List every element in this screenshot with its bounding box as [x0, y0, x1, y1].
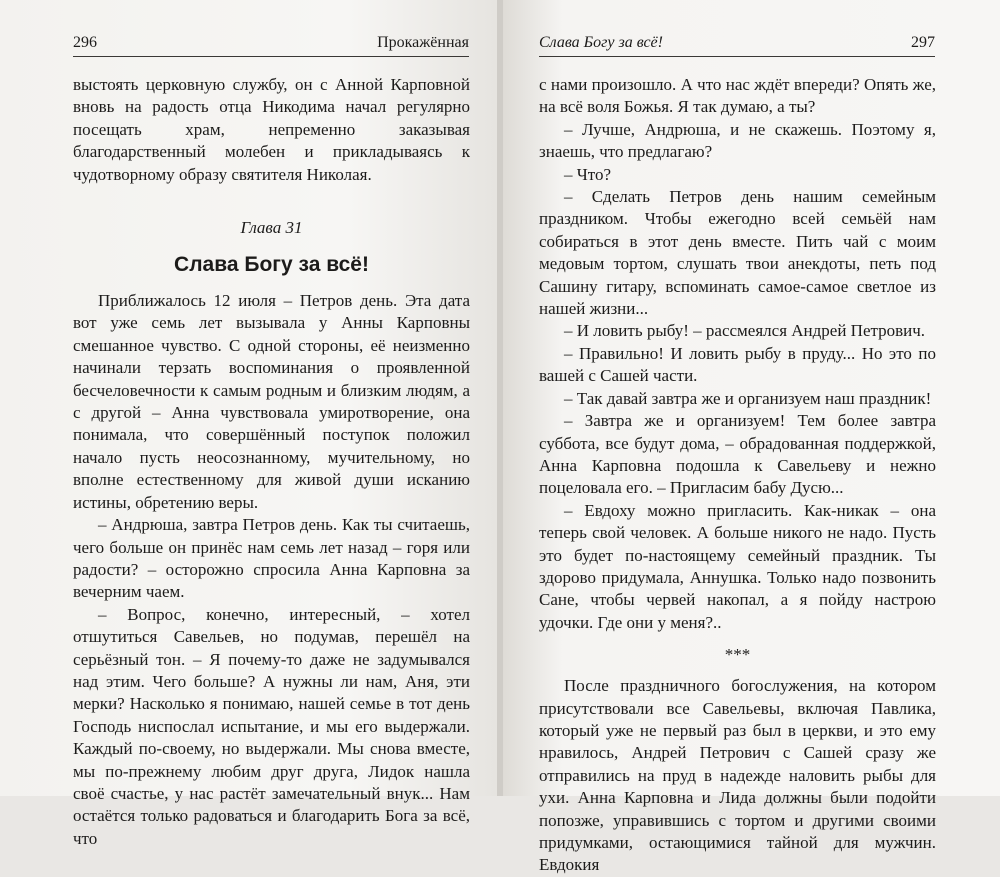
paragraph: выстоять церковную службу, он с Анной Карповной вновь на радость отца Никодима начал регулярно посещать храм, непременно заказывая благодарственный молебен и прикладываясь к чудотворному образу святителя Николая. [73, 75, 470, 184]
right-page-body [539, 74, 936, 877]
paragraph: – Так давай завтра же и организуем наш праздник! [564, 388, 932, 408]
left-page-header [73, 34, 469, 57]
page-number: 296 [73, 34, 97, 51]
section-separator: *** [724, 645, 751, 665]
paragraph: После праздничного богослужения, на котором присутствовали все Савельевы, включая Павлика, который уже не первый раз был в церкви, и это ему нравилось, Андрей Петрович с Сашей сразу же отправились на пруд в надежде наловить рыбы для ухи. Анна Карповна и Лида должны были подойти попозже, управившись с тортом и другими своими придумками, остающимися тайной для мужчин. Евдокия [539, 676, 936, 875]
right-page-header [539, 34, 935, 57]
chapter-label: Глава 31 [240, 218, 303, 238]
paragraph: – Правильно! И ловить рыбу в пруду... Но это по вашей с Сашей части. [539, 343, 936, 386]
paragraph: – Евдоху можно пригласить. Как-никак – она теперь свой человек. А больше никого не надо. Пусть это будет по-настоящему семейный праздник. Ты здорово придумала, Аннушка. Только надо позвонить Сане, чтобы червей накопал, а я пойду настрою удочки. Где они у меня?.. [539, 500, 936, 632]
running-title: Слава Богу за всё! [539, 34, 663, 51]
paragraph: – Андрюша, завтра Петров день. Как ты считаешь, чего больше он принёс нам семь лет назад – горя или радости? – осторожно спросила Анна Карповна за вечерним чаем. [73, 515, 470, 602]
left-page [0, 0, 497, 848]
paragraph: – Сделать Петров день нашим семейным праздником. Чтобы ежегодно всей семьёй нам собираться в этот день вместе. Пить чай с моим медовым тортом, слушать твои анекдоты, петь под Сашину гитару, вспоминать самое-самое светлое из нашей жизни... [539, 187, 936, 319]
paragraph: – Завтра же и организуем! Тем более завтра суббота, все будут дома, – обрадованная поддержкой, Анна Карповна подошла к Савельеву и нежно поцеловала его. – Пригласим бабу Дусю... [539, 411, 936, 498]
right-page [503, 0, 1000, 875]
chapter-title: Слава Богу за всё! [174, 253, 369, 277]
paragraph: Приближалось 12 июля – Петров день. Эта дата вот уже семь лет вызывала у Анны Карповны смешанное чувство. С одной стороны, её неизменно начинали терзать воспоминания о проявленной бесчеловечности к самым родным и близким людям, а с другой – Анна чувствовала умиротворение, она понимала, что совершённый поступок положил начало пусть неосознанному, мучительному, но вполне естественному для живой души исканию истины, обретению веры. [73, 291, 470, 512]
left-page-body [73, 74, 470, 850]
paragraph: – Вопрос, конечно, интересный, – хотел отшутиться Савельев, но подумав, перешёл на серьёзный тон. – Я почему-то даже не задумывался над этим. Чего больше? А нужны ли нам, Аня, эти мерки? Насколько я понимаю, нашей семье в тот день Господь ниспослал испытание, и мы его выдержали. Каждый по-своему, но выдержали. Мы снова вместе, мы по-прежнему любим друг друга, Лидок нашла своё счастье, у нас растёт замечательный внук... Нам остаётся только радоваться и благодарить Бога за всё, что [73, 604, 470, 848]
paragraph: – Что? [564, 164, 612, 184]
page-number: 297 [911, 34, 935, 51]
paragraph: – И ловить рыбу! – рассмеялся Андрей Петрович. [564, 321, 926, 341]
running-title: Прокажённая [377, 34, 469, 51]
paragraph: – Лучше, Андрюша, и не скажешь. Поэтому я, знаешь, что предлагаю? [539, 119, 936, 162]
paragraph: с нами произошло. А что нас ждёт впереди? Опять же, на всё воля Божья. Я так думаю, а ты? [539, 75, 936, 117]
